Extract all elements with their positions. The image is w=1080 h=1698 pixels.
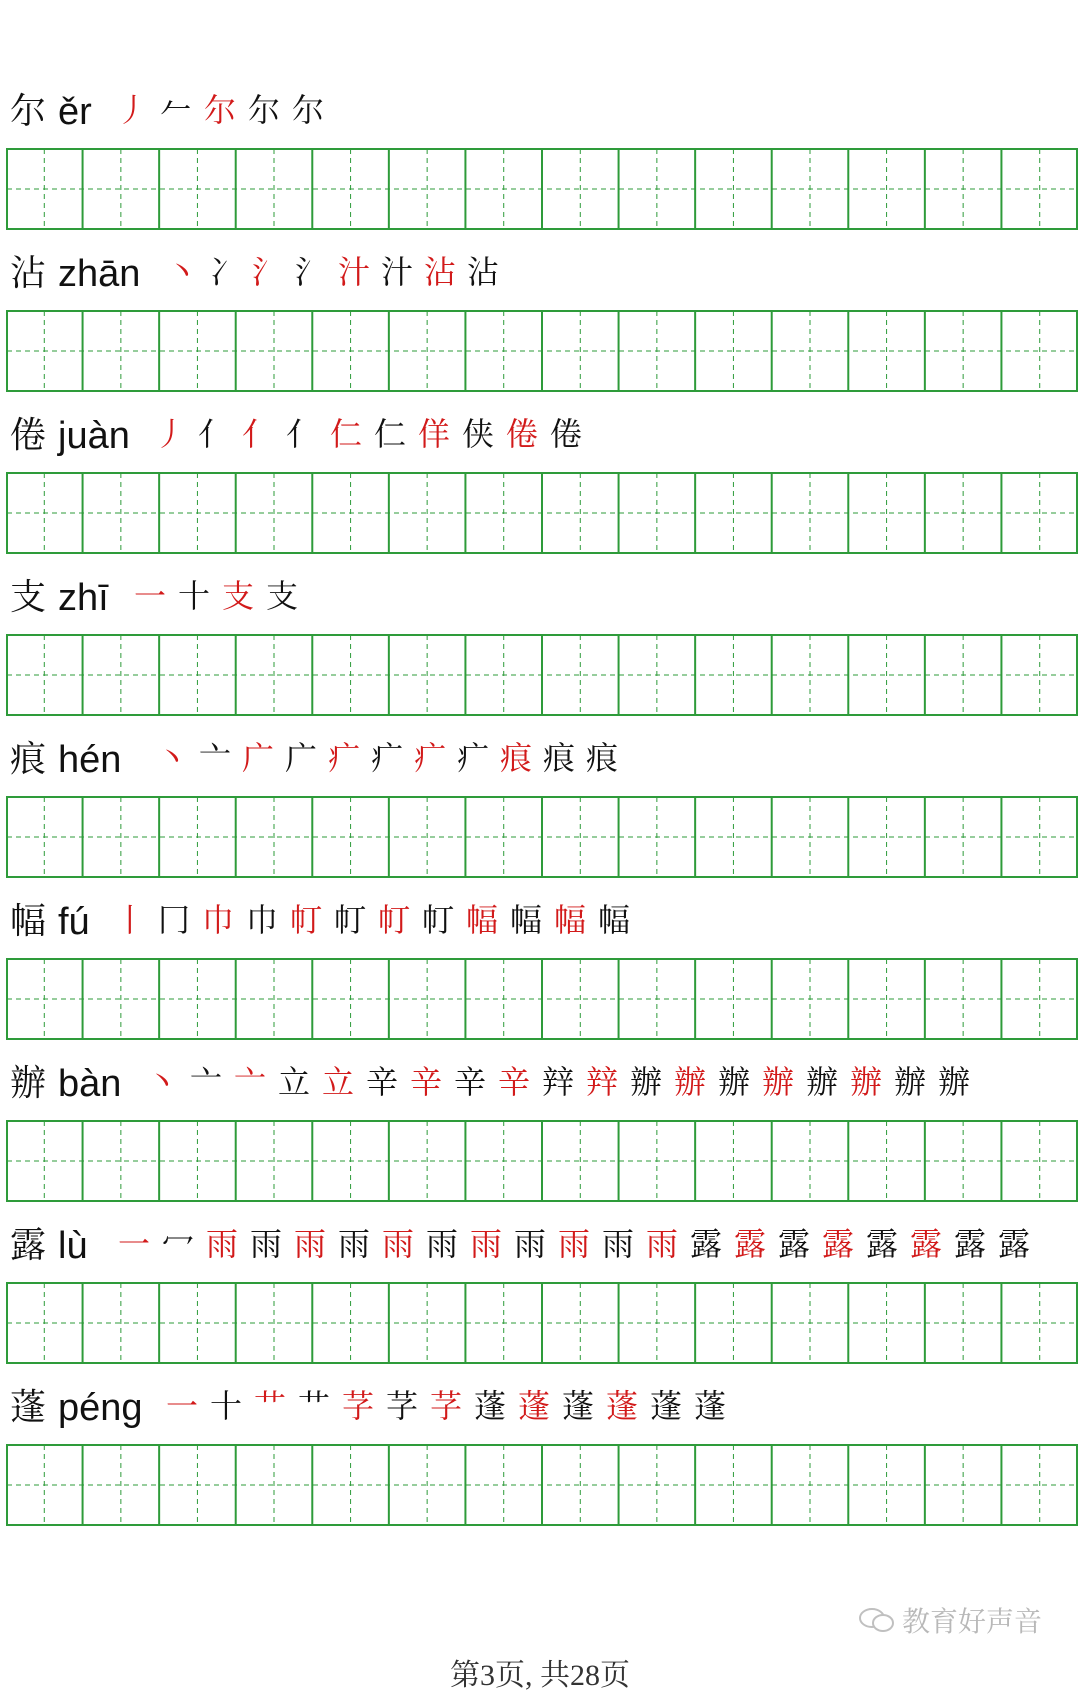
stroke-glyph: 辛 [410, 1063, 443, 1101]
stroke-glyph: 雨 [382, 1225, 415, 1263]
stroke-step [330, 412, 362, 456]
stroke-step [850, 1060, 882, 1104]
stroke-step [116, 88, 148, 132]
stroke-glyph: 雨 [514, 1225, 547, 1263]
stroke-glyph: 蓬 [518, 1387, 551, 1425]
stroke-glyph: 艹 [254, 1387, 287, 1425]
stroke-glyph: 雨 [206, 1225, 239, 1263]
stroke-glyph: 辡 [542, 1063, 575, 1101]
hanzi-char: 辦 [10, 1063, 47, 1104]
stroke-step [292, 88, 324, 132]
stroke-step [178, 574, 210, 618]
stroke-step [422, 898, 454, 942]
stroke-glyph: 疒 [371, 739, 404, 777]
pinyin: fú [58, 901, 90, 943]
stroke-glyph: 雨 [426, 1225, 459, 1263]
stroke-step [510, 898, 542, 942]
stroke-glyph: 汁 [338, 253, 371, 291]
char-header [6, 870, 1080, 950]
stroke-glyph: 氵 [295, 253, 328, 291]
stroke-step [467, 250, 499, 294]
hanzi-char: 支 [10, 577, 47, 618]
stroke-glyph: 雨 [294, 1225, 327, 1263]
stroke-glyph: 亻 [242, 415, 275, 453]
stroke-step [160, 88, 192, 132]
wechat-icon [858, 1606, 896, 1634]
stroke-step [246, 898, 278, 942]
stroke-glyph: 芓 [386, 1387, 419, 1425]
stroke-glyph: 仁 [330, 415, 363, 453]
stroke-glyph: 汁 [381, 253, 414, 291]
stroke-step [266, 574, 298, 618]
stroke-step [371, 736, 403, 780]
hanzi-char: 蓬 [10, 1387, 47, 1428]
stroke-glyph: 幅 [510, 901, 543, 939]
hanzi-char: 痕 [10, 739, 47, 780]
stroke-step [334, 898, 366, 942]
watermark-text: 教育好声音 [901, 1605, 1042, 1638]
stroke-glyph: 疒 [328, 739, 361, 777]
stroke-step [586, 1060, 618, 1104]
page-footer: 第3页, 共28页 [450, 1659, 630, 1692]
stroke-glyph: 雨 [338, 1225, 371, 1263]
writing-grid [6, 472, 1078, 554]
stroke-glyph: 立 [278, 1063, 311, 1101]
hanzi-char: 露 [10, 1225, 47, 1266]
stroke-glyph: 辦 [630, 1063, 663, 1101]
char-header [6, 222, 1080, 302]
char-header [6, 1194, 1080, 1274]
stroke-step [242, 412, 274, 456]
stroke-glyph: 一 [118, 1225, 151, 1263]
stroke-glyph: 亻 [198, 415, 231, 453]
stroke-glyph: 蓬 [562, 1387, 595, 1425]
stroke-glyph: 辛 [366, 1063, 399, 1101]
stroke-glyph: 露 [910, 1225, 943, 1263]
stroke-step [762, 1060, 794, 1104]
stroke-glyph: 雨 [470, 1225, 503, 1263]
grid-svg [6, 472, 1078, 554]
stroke-glyph: 沾 [467, 253, 500, 291]
pinyin: ěr [58, 91, 92, 133]
stroke-step [295, 250, 327, 294]
stroke-glyph: 丶 [156, 739, 189, 777]
pinyin: péng [58, 1387, 143, 1429]
stroke-step [543, 736, 575, 780]
stroke-glyph: 氵 [252, 253, 285, 291]
stroke-glyph: 亠 [190, 1063, 223, 1101]
stroke-step [118, 1222, 150, 1266]
stroke-step [518, 1384, 550, 1428]
stroke-step [457, 736, 489, 780]
writing-grid [6, 1282, 1078, 1364]
stroke-glyph: 雨 [558, 1225, 591, 1263]
stroke-glyph: 丨 [114, 901, 147, 939]
stroke-glyph: 露 [690, 1225, 723, 1263]
stroke-glyph: 蓬 [606, 1387, 639, 1425]
writing-grid [6, 634, 1078, 716]
stroke-glyph: 蓬 [650, 1387, 683, 1425]
stroke-step [598, 898, 630, 942]
stroke-glyph: 辦 [762, 1063, 795, 1101]
stroke-step [166, 1384, 198, 1428]
stroke-glyph: 蓬 [474, 1387, 507, 1425]
grid-svg [6, 796, 1078, 878]
stroke-step [386, 1384, 418, 1428]
char-row [0, 222, 1080, 392]
stroke-step [718, 1060, 750, 1104]
stroke-step [374, 412, 406, 456]
stroke-step [199, 736, 231, 780]
stroke-glyph: 丶 [146, 1063, 179, 1101]
stroke-step [166, 250, 198, 294]
char-row [0, 1032, 1080, 1202]
stroke-step [298, 1384, 330, 1428]
stroke-step [866, 1222, 898, 1266]
stroke-step [646, 1222, 678, 1266]
stroke-glyph: 蓬 [694, 1387, 727, 1425]
stroke-glyph: 幅 [554, 901, 587, 939]
stroke-step [998, 1222, 1030, 1266]
stroke-step [252, 250, 284, 294]
stroke-step [734, 1222, 766, 1266]
stroke-step [498, 1060, 530, 1104]
stroke-glyph: 辦 [938, 1063, 971, 1101]
pinyin: zhān [58, 253, 141, 295]
stroke-step [674, 1060, 706, 1104]
stroke-step [690, 1222, 722, 1266]
stroke-glyph: 芓 [342, 1387, 375, 1425]
grid-svg [6, 1120, 1078, 1202]
hanzi-char: 幅 [10, 901, 47, 942]
stroke-step [586, 736, 618, 780]
stroke-step [234, 1060, 266, 1104]
stroke-step [424, 250, 456, 294]
writing-grid [6, 1444, 1078, 1526]
stroke-step [222, 574, 254, 618]
stroke-step [190, 1060, 222, 1104]
stroke-step [198, 412, 230, 456]
stroke-glyph: 幅 [466, 901, 499, 939]
stroke-glyph: 痕 [586, 739, 619, 777]
stroke-step [806, 1060, 838, 1104]
char-row [0, 546, 1080, 716]
stroke-step [606, 1384, 638, 1428]
stroke-glyph: 露 [866, 1225, 899, 1263]
stroke-glyph: 十 [178, 577, 211, 615]
pinyin: juàn [58, 415, 130, 457]
stroke-glyph: 亠 [199, 739, 232, 777]
stroke-step [382, 1222, 414, 1266]
stroke-glyph: 十 [210, 1387, 243, 1425]
stroke-step [894, 1060, 926, 1104]
stroke-step [286, 412, 318, 456]
stroke-step [822, 1222, 854, 1266]
hanzi-char: 沾 [10, 253, 47, 294]
stroke-step [204, 88, 236, 132]
stroke-glyph: 丿 [154, 415, 187, 453]
stroke-step [381, 250, 413, 294]
stroke-step [328, 736, 360, 780]
stroke-step [778, 1222, 810, 1266]
stroke-step [426, 1222, 458, 1266]
stroke-step [418, 412, 450, 456]
pinyin: hén [58, 739, 122, 781]
pinyin: zhī [58, 577, 109, 619]
stroke-glyph: 芓 [430, 1387, 463, 1425]
stroke-glyph: 疒 [414, 739, 447, 777]
stroke-glyph: 露 [822, 1225, 855, 1263]
stroke-glyph: 雨 [250, 1225, 283, 1263]
stroke-glyph: 巾 [246, 901, 279, 939]
stroke-glyph: 广 [285, 739, 318, 777]
stroke-step [366, 1060, 398, 1104]
char-header [6, 384, 1080, 464]
stroke-step [454, 1060, 486, 1104]
char-header [6, 1356, 1080, 1436]
stroke-glyph: 丿 [116, 91, 149, 129]
stroke-glyph: 倦 [550, 415, 583, 453]
stroke-step [954, 1222, 986, 1266]
stroke-glyph: 辦 [850, 1063, 883, 1101]
stroke-glyph: 辦 [894, 1063, 927, 1101]
stroke-step [254, 1384, 286, 1428]
stroke-glyph: 疒 [457, 739, 490, 777]
stroke-glyph: 一 [166, 1387, 199, 1425]
stroke-glyph: 尔 [248, 91, 281, 129]
char-row [0, 708, 1080, 878]
stroke-step [134, 574, 166, 618]
stroke-glyph: 尔 [204, 91, 237, 129]
stroke-glyph: 广 [242, 739, 275, 777]
stroke-glyph: 雨 [646, 1225, 679, 1263]
char-row [0, 1194, 1080, 1364]
stroke-step [338, 250, 370, 294]
stroke-step [378, 898, 410, 942]
stroke-glyph: 支 [266, 577, 299, 615]
stroke-step [414, 736, 446, 780]
stroke-glyph: 𠂉 [160, 91, 193, 129]
stroke-glyph: 尔 [292, 91, 325, 129]
grid-svg [6, 958, 1078, 1040]
stroke-step [542, 1060, 574, 1104]
writing-grid [6, 148, 1078, 230]
stroke-step [250, 1222, 282, 1266]
stroke-glyph: 侠 [462, 415, 495, 453]
writing-grid [6, 1120, 1078, 1202]
grid-svg [6, 634, 1078, 716]
stroke-glyph: 辦 [718, 1063, 751, 1101]
stroke-step [158, 898, 190, 942]
stroke-step [474, 1384, 506, 1428]
stroke-glyph: 巾 [202, 901, 235, 939]
hanzi-char: 倦 [10, 415, 47, 456]
stroke-glyph: 冂 [158, 901, 191, 939]
stroke-step [910, 1222, 942, 1266]
stroke-step [278, 1060, 310, 1104]
grid-svg [6, 1444, 1078, 1526]
stroke-glyph: 露 [954, 1225, 987, 1263]
char-row [0, 384, 1080, 554]
stroke-glyph: 痕 [500, 739, 533, 777]
stroke-step [462, 412, 494, 456]
hanzi-char: 尔 [10, 91, 47, 132]
stroke-step [630, 1060, 662, 1104]
grid-svg [6, 1282, 1078, 1364]
stroke-step [322, 1060, 354, 1104]
stroke-glyph: 露 [734, 1225, 767, 1263]
pinyin: bàn [58, 1063, 122, 1105]
stroke-glyph: 帄 [334, 901, 367, 939]
stroke-step [938, 1060, 970, 1104]
char-header [6, 546, 1080, 626]
stroke-step [290, 898, 322, 942]
stroke-glyph: 亻 [286, 415, 319, 453]
stroke-step [156, 736, 188, 780]
stroke-glyph: 仁 [374, 415, 407, 453]
stroke-step [466, 898, 498, 942]
stroke-glyph: 冫 [209, 253, 242, 291]
stroke-step [562, 1384, 594, 1428]
stroke-step [154, 412, 186, 456]
stroke-step [114, 898, 146, 942]
pinyin: lù [58, 1225, 88, 1267]
stroke-glyph: 幅 [598, 901, 631, 939]
stroke-step [558, 1222, 590, 1266]
char-header [6, 708, 1080, 788]
stroke-step [248, 88, 280, 132]
stroke-glyph: 辛 [454, 1063, 487, 1101]
writing-grid [6, 796, 1078, 878]
stroke-glyph: 立 [322, 1063, 355, 1101]
char-row [0, 870, 1080, 1040]
stroke-step [602, 1222, 634, 1266]
stroke-glyph: 露 [778, 1225, 811, 1263]
stroke-glyph: 丶 [166, 253, 199, 291]
stroke-step [338, 1222, 370, 1266]
stroke-step [210, 1384, 242, 1428]
stroke-glyph: 艹 [298, 1387, 331, 1425]
stroke-glyph: 亠 [234, 1063, 267, 1101]
stroke-step [514, 1222, 546, 1266]
stroke-glyph: 倦 [506, 415, 539, 453]
stroke-glyph: 一 [134, 577, 167, 615]
stroke-glyph: 辦 [674, 1063, 707, 1101]
stroke-step [206, 1222, 238, 1266]
stroke-glyph: 支 [222, 577, 255, 615]
char-row [0, 60, 1080, 230]
writing-grid [6, 310, 1078, 392]
stroke-glyph: 痕 [543, 739, 576, 777]
stroke-glyph: 帄 [378, 901, 411, 939]
stroke-step [470, 1222, 502, 1266]
stroke-step [500, 736, 532, 780]
stroke-step [550, 412, 582, 456]
stroke-step [242, 736, 274, 780]
stroke-glyph: 帄 [422, 901, 455, 939]
char-header [6, 1032, 1080, 1112]
stroke-glyph: 雨 [602, 1225, 635, 1263]
watermark [858, 1600, 1042, 1640]
stroke-step [162, 1222, 194, 1266]
stroke-glyph: 冖 [162, 1225, 195, 1263]
stroke-step [209, 250, 241, 294]
stroke-step [430, 1384, 462, 1428]
stroke-glyph: 辡 [586, 1063, 619, 1101]
stroke-glyph: 辛 [498, 1063, 531, 1101]
writing-grid [6, 958, 1078, 1040]
stroke-step [650, 1384, 682, 1428]
grid-svg [6, 148, 1078, 230]
stroke-glyph: 沾 [424, 253, 457, 291]
stroke-glyph: 辦 [806, 1063, 839, 1101]
stroke-step [506, 412, 538, 456]
stroke-glyph: 露 [998, 1225, 1031, 1263]
stroke-step [554, 898, 586, 942]
grid-svg [6, 310, 1078, 392]
stroke-step [410, 1060, 442, 1104]
char-header [6, 60, 1080, 140]
stroke-glyph: 帄 [290, 901, 323, 939]
stroke-step [342, 1384, 374, 1428]
stroke-step [294, 1222, 326, 1266]
stroke-step [202, 898, 234, 942]
stroke-glyph: 佯 [418, 415, 451, 453]
stroke-step [694, 1384, 726, 1428]
char-row [0, 1356, 1080, 1526]
stroke-step [146, 1060, 178, 1104]
stroke-step [285, 736, 317, 780]
